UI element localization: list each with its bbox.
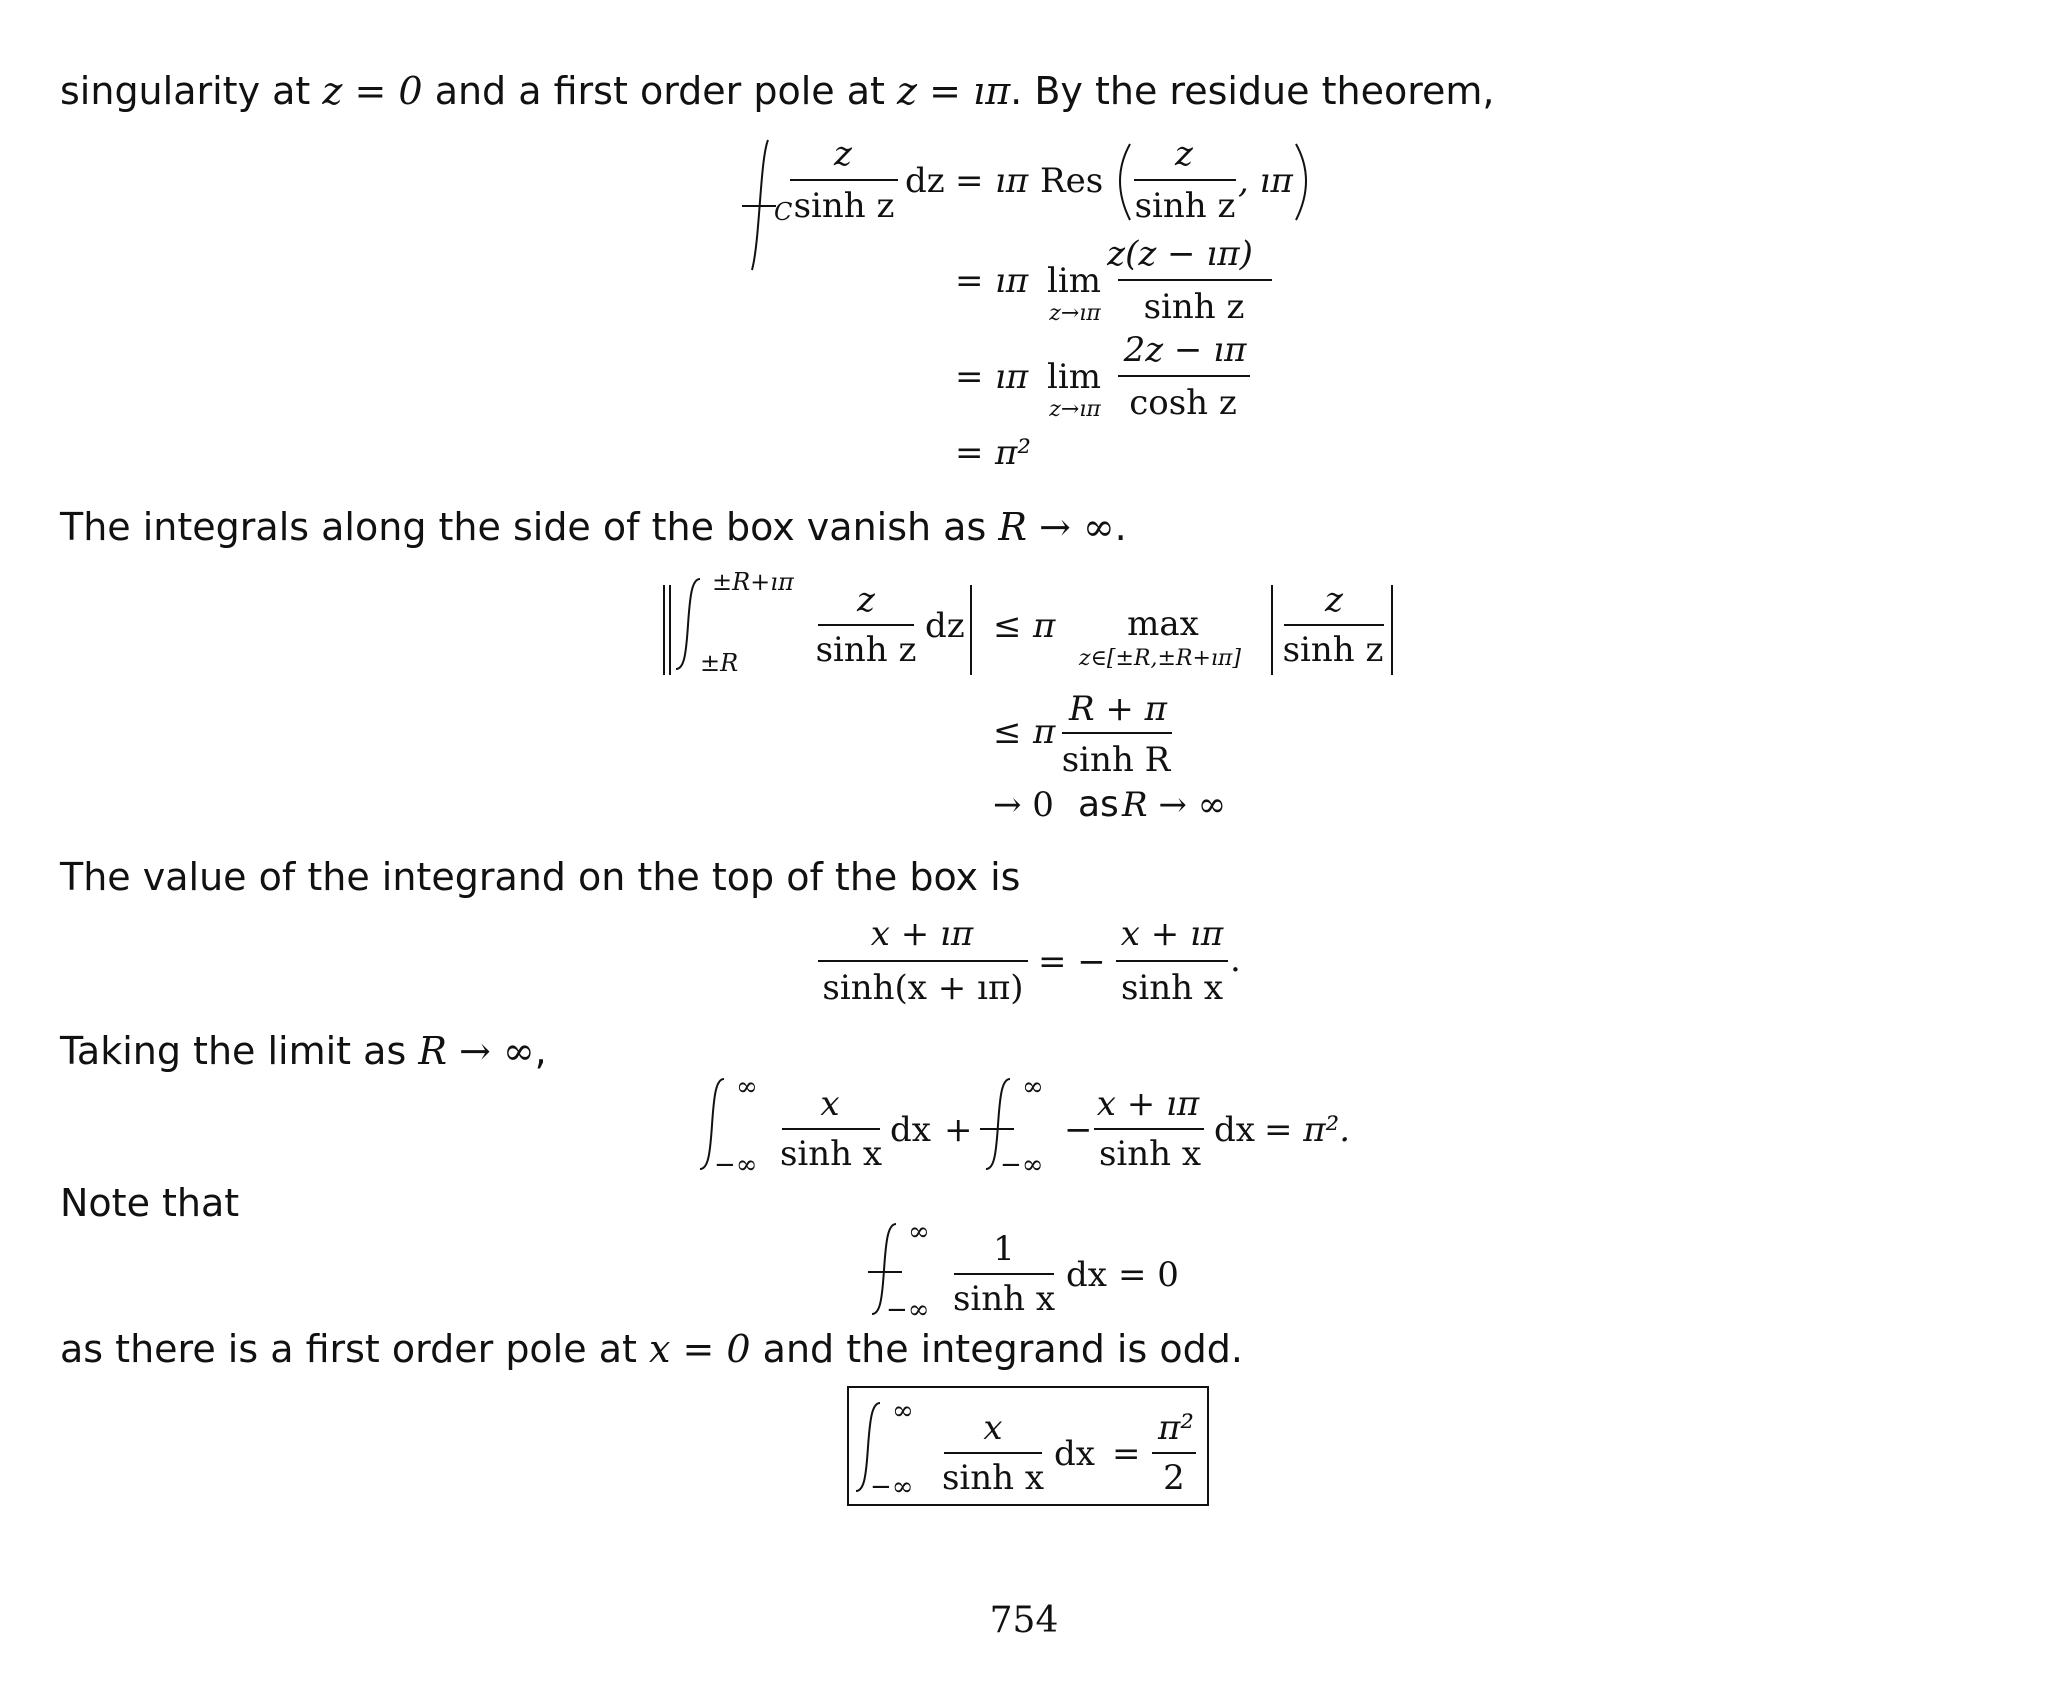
equals-sign: = — [955, 357, 984, 397]
fraction-numerator: x — [820, 1084, 840, 1124]
plus-sign: + — [944, 1110, 973, 1150]
integral-lower-limit: ±R — [700, 649, 739, 677]
contour-label: C — [774, 198, 793, 226]
limit-operator: lim — [1047, 261, 1101, 301]
inline-math: z = 0 — [322, 69, 423, 113]
less-equal-sign: ≤ — [993, 712, 1022, 752]
paragraph-3 — [60, 855, 1021, 899]
fraction-numerator: x — [983, 1408, 1003, 1448]
fraction-denominator: sinh R — [1061, 740, 1171, 780]
integral-upper-limit: ∞ — [736, 1072, 758, 1102]
residue-argument: , ıπ — [1238, 161, 1293, 201]
fraction-denominator: sinh(x + ıπ) — [822, 968, 1024, 1008]
i-pi: ıπ — [995, 261, 1029, 301]
text-run: as there is a first order pole at — [60, 1327, 649, 1371]
text-run: , — [534, 1029, 547, 1073]
text-run: . By the residue theorem, — [1010, 69, 1495, 113]
integral-lower-limit: −∞ — [870, 1472, 914, 1502]
equals-sign: = — [955, 261, 984, 301]
integral-lower-limit: −∞ — [886, 1295, 930, 1325]
fraction-numerator: z(z − ıπ) — [1107, 234, 1253, 274]
integral-lower-limit: −∞ — [714, 1150, 758, 1180]
equation-rhs: = 0 — [1118, 1255, 1179, 1295]
paragraph-2 — [60, 505, 1127, 549]
note-equation — [0, 1210, 2048, 1330]
fraction-numerator: z — [857, 580, 875, 620]
differential: dx — [1214, 1110, 1255, 1150]
equals-minus: = − — [1038, 942, 1106, 982]
max-subscript: z∈[±R,±R+ıπ] — [1079, 646, 1241, 671]
fraction-numerator: 1 — [993, 1229, 1015, 1269]
fraction-denominator: sinh z — [1282, 630, 1384, 670]
integral-upper-limit: ∞ — [1022, 1072, 1044, 1102]
minus-sign: − — [1064, 1110, 1093, 1150]
paragraph-1 — [60, 69, 1495, 113]
residue-denominator: sinh z — [1134, 186, 1236, 226]
limit-subscript: z→ıπ — [1049, 301, 1101, 326]
fraction-denominator: sinh x — [1120, 968, 1224, 1008]
equals-sign: = — [955, 161, 984, 201]
equals-sign: = — [955, 433, 984, 473]
pi-symbol: π — [1033, 606, 1056, 646]
i-pi: ıπ — [995, 161, 1029, 201]
integral-lower-limit: −∞ — [1000, 1150, 1044, 1180]
text-run: . — [1114, 505, 1127, 549]
page-number: 754 — [989, 1600, 1059, 1641]
fraction-denominator: sinh x — [941, 1458, 1045, 1498]
residue-numerator: z — [1175, 134, 1193, 174]
right-paren — [1296, 144, 1306, 220]
fraction-denominator: sinh z — [1143, 287, 1245, 327]
residue-operator: Res — [1040, 161, 1104, 201]
paragraph-6 — [60, 1327, 1243, 1371]
fraction-denominator: sinh x — [952, 1279, 1056, 1319]
differential: dz — [925, 606, 965, 646]
fraction-numerator: x + ıπ — [870, 914, 974, 954]
left-paren — [1120, 144, 1130, 220]
less-equal-sign: ≤ — [993, 606, 1022, 646]
differential: dx — [1066, 1255, 1107, 1295]
text-run: singularity at — [60, 69, 323, 113]
fraction-numerator: x + ıπ — [1120, 914, 1224, 954]
max-operator: max — [1127, 604, 1199, 644]
integral-sign — [676, 579, 700, 669]
integral-upper-limit: ∞ — [892, 1396, 914, 1426]
fraction-numerator: z — [1325, 580, 1343, 620]
top-of-box-equation — [0, 905, 2048, 1015]
final-boxed-result — [0, 1385, 2048, 1515]
inline-math: R → ∞ — [998, 505, 1115, 549]
text-run: Note that — [60, 1181, 240, 1225]
result-pi-squared: π² — [995, 433, 1031, 473]
period: . — [1230, 940, 1241, 980]
fraction-denominator: cosh z — [1129, 383, 1237, 423]
limit-expression: R → ∞ — [1122, 785, 1227, 825]
pi-symbol: π — [1033, 712, 1056, 752]
i-pi: ıπ — [995, 357, 1029, 397]
text-run: and a first order pole at — [422, 69, 898, 113]
fraction-denominator: sinh x — [779, 1134, 883, 1174]
differential: dz — [905, 161, 945, 201]
fraction-numerator: 2z − ıπ — [1123, 330, 1247, 370]
text-run: Taking the limit as — [60, 1029, 419, 1073]
fraction-denominator: sinh z — [793, 186, 895, 226]
inline-math: x = 0 — [648, 1327, 751, 1371]
fraction-numerator: π² — [1158, 1408, 1194, 1448]
fraction-denominator: sinh x — [1098, 1134, 1202, 1174]
integral-upper-limit: ∞ — [908, 1217, 930, 1247]
limit-operator: lim — [1047, 357, 1101, 397]
integral-upper-limit: ±R+ıπ — [712, 568, 794, 596]
equation-rhs: = π². — [1264, 1110, 1351, 1150]
fraction-denominator: 2 — [1163, 1458, 1185, 1498]
inline-math: R → ∞ — [418, 1029, 535, 1073]
as-word: as — [1078, 784, 1119, 825]
fraction-numerator: R + π — [1068, 689, 1168, 729]
equals-sign: = — [1112, 1434, 1141, 1474]
limit-equation — [0, 1065, 2048, 1185]
fraction-numerator: z — [834, 134, 852, 174]
limit-subscript: z→ıπ — [1049, 397, 1101, 422]
bound-equation — [0, 565, 2048, 835]
fraction-denominator: sinh z — [815, 630, 917, 670]
fraction-numerator: x + ıπ — [1096, 1084, 1200, 1124]
differential: dx — [1054, 1434, 1095, 1474]
inline-math: z = ıπ — [897, 69, 1011, 113]
text-run: The value of the integrand on the top of the box is — [60, 855, 1021, 899]
limit-arrow: → 0 — [993, 785, 1054, 825]
text-run: The integrals along the side of the box vanish as — [60, 505, 999, 549]
text-run: and the integrand is odd. — [750, 1327, 1243, 1371]
differential: dx — [890, 1110, 931, 1150]
residue-equation — [0, 120, 2048, 490]
